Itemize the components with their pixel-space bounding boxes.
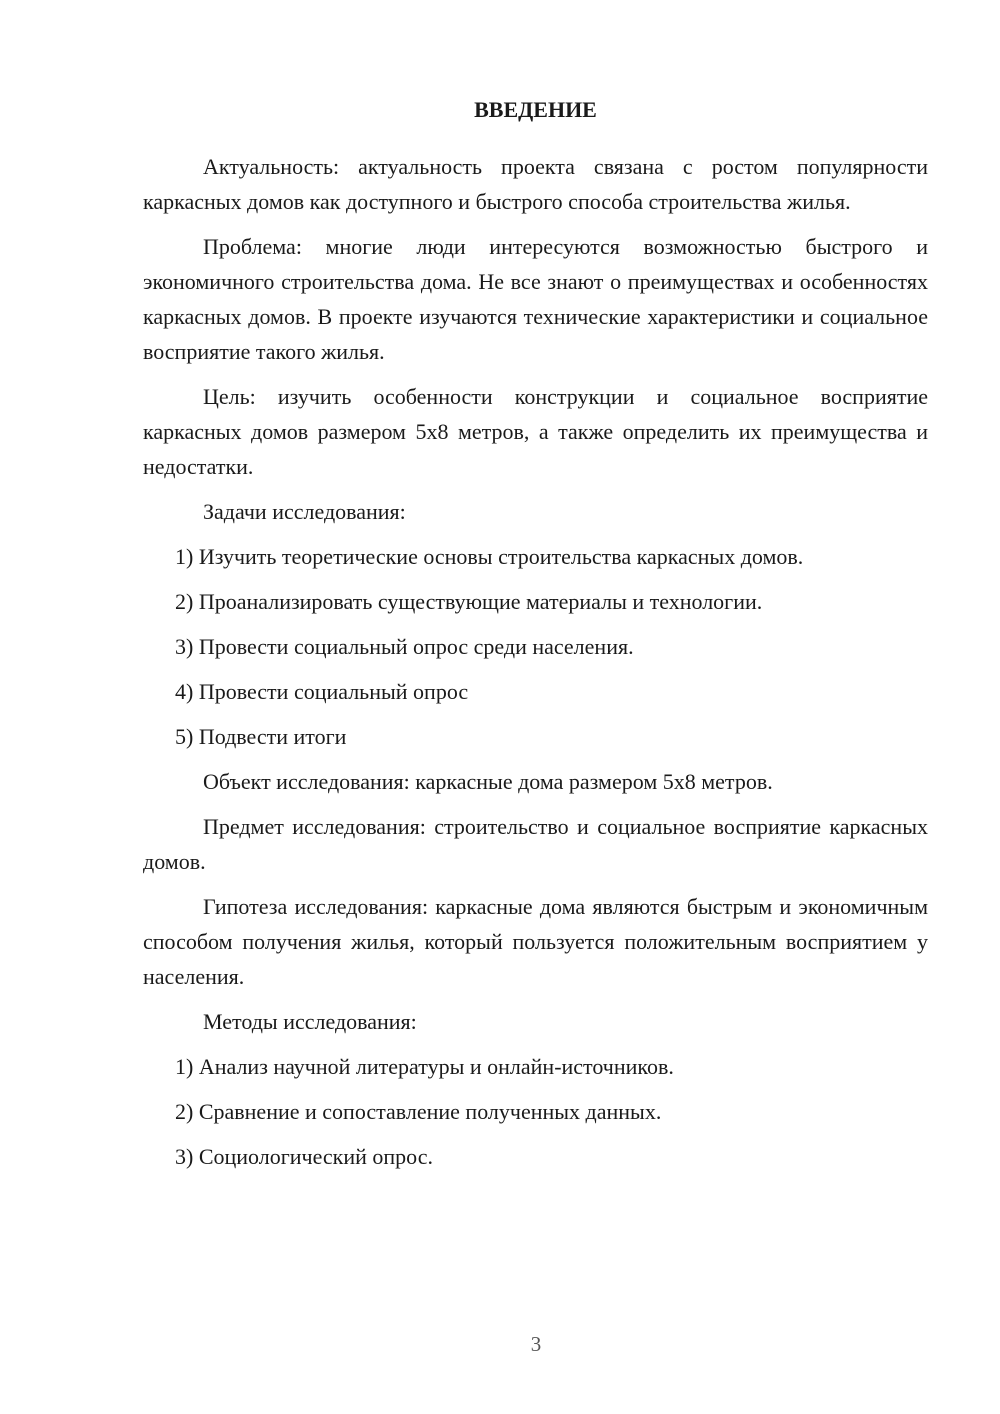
subject-paragraph: Предмет исследования: строительство и социальное восприятие каркасных домов. bbox=[143, 814, 928, 874]
problem-paragraph: Проблема: многие люди интересуются возможностью быстрого и экономичного строительства дома. Не все знают о преимуществах и особенностях каркасных домов. В проекте изучаются технические характеристики и социальное восприятие такого жилья. bbox=[143, 234, 928, 364]
list-item: 1) Изучить теоретические основы строительства каркасных домов. bbox=[175, 544, 804, 569]
object-paragraph: Объект исследования: каркасные дома размером 5х8 метров. bbox=[203, 769, 773, 794]
goal-paragraph: Цель: изучить особенности конструкции и социальное восприятие каркасных домов размером 5х8 метров, а также определить их преимущества и недостатки. bbox=[143, 384, 928, 479]
document-page bbox=[143, 92, 928, 1184]
list-item: 3) Провести социальный опрос среди населения. bbox=[175, 634, 634, 659]
list-item: 2) Сравнение и сопоставление полученных данных. bbox=[175, 1099, 662, 1124]
page-number: 3 bbox=[530, 1332, 542, 1356]
list-item: 5) Подвести итоги bbox=[175, 724, 347, 749]
tasks-heading: Задачи исследования: bbox=[203, 499, 406, 524]
list-item: 1) Анализ научной литературы и онлайн-источников. bbox=[175, 1054, 674, 1079]
list-item: 4) Провести социальный опрос bbox=[175, 679, 469, 704]
section-title: ВВЕДЕНИЕ bbox=[474, 97, 597, 122]
methods-list bbox=[143, 1049, 928, 1174]
list-item: 3) Социологический опрос. bbox=[175, 1144, 433, 1169]
list-item: 2) Проанализировать существующие материалы и технологии. bbox=[175, 589, 763, 614]
relevance-paragraph: Актуальность: актуальность проекта связана с ростом популярности каркасных домов как доступного и быстрого способа строительства жилья. bbox=[143, 154, 928, 214]
tasks-list bbox=[143, 539, 928, 754]
methods-heading: Методы исследования: bbox=[203, 1009, 417, 1034]
hypothesis-paragraph: Гипотеза исследования: каркасные дома являются быстрым и экономичным способом получения жилья, который пользуется положительным восприятием у населения. bbox=[143, 894, 928, 989]
